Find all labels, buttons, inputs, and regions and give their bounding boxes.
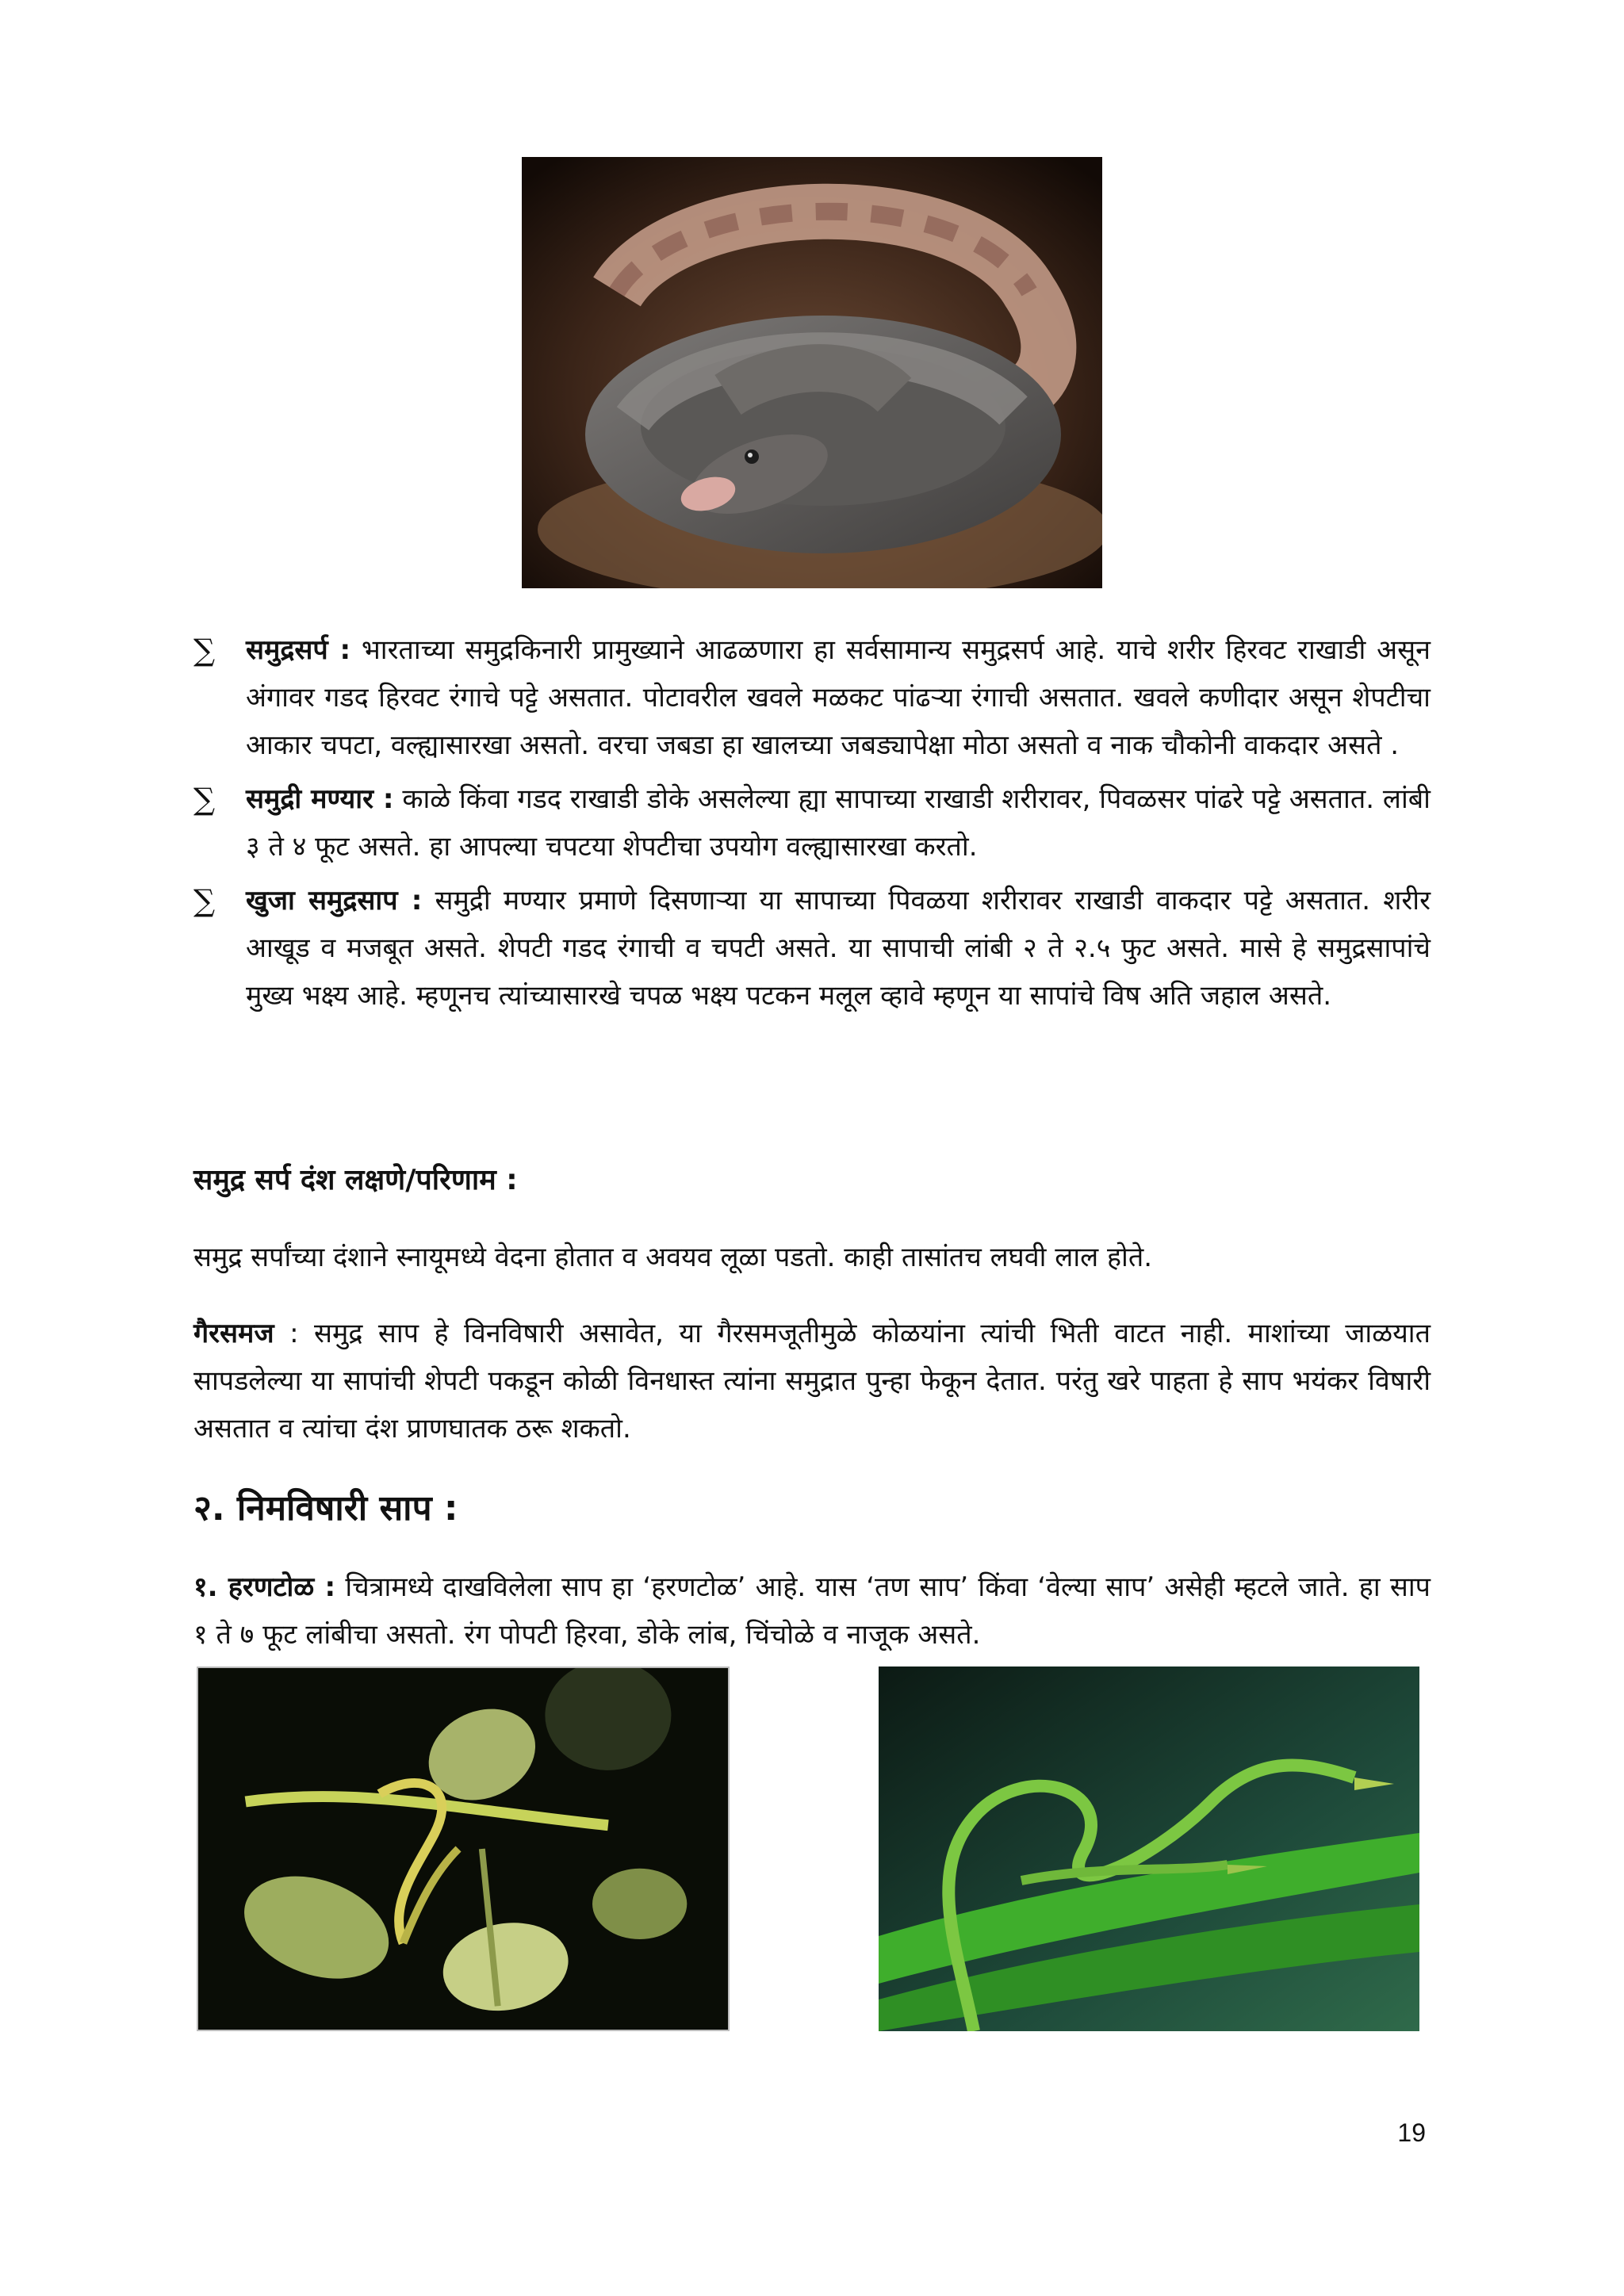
bite-symptoms-heading: समुद्र सर्प दंश लक्षणे/परिणाम :: [193, 1164, 518, 1196]
list-item: [193, 626, 1431, 769]
misconception-title: गैरसमज: [193, 1318, 274, 1349]
item-text: समुद्री मण्यार प्रमाणे दिसणाऱ्या या सापाच्या पिवळया शरीरावर राखाडी वाकदार पट्टे असतात. शरीर आखूड व मजबूत असते. शेपटी गडद रंगाची व चपटी असते. या सापाची लांबी २ ते २.५ फुट असते. मासे हे समुद्रसापांचे मुख्य भक्ष्य आहे. म्हणूनच त्यांच्यासारखे चपळ भक्ष्य पटकन मलूल व्हावे म्हणून या सापांचे विष अति जहाल असते.: [246, 885, 1431, 1012]
green-vine-snake-photo: [879, 1667, 1419, 2031]
list-item: [193, 877, 1431, 1020]
section-heading: २. निमविषारी साप :: [193, 1488, 458, 1529]
item-title: समुद्री मण्यार :: [246, 783, 394, 815]
bite-symptoms-text: समुद्र सर्पांच्या दंशाने स्नायूमध्ये वेदना होतात व अवयव लूळा पडतो. काही तासांतच लघवी लाल होते.: [193, 1242, 1153, 1273]
vine-snake-paragraph: [193, 1563, 1431, 1659]
misconception-paragraph: [193, 1310, 1431, 1452]
sum-bullet-icon: ∑: [193, 883, 216, 918]
misconception-text: : समुद्र साप हे विनविषारी असावेत, या गैरसमजूतीमुळे कोळयांना त्यांची भिती वाटत नाही. माशांच्या जाळयात सापडलेल्या या सापांची शेपटी पकडून कोळी विनधास्त त्यांना समुद्रात पुन्हा फेकून देतात. परंतु खरे पाहता हे साप भयंकर विषारी असतात व त्यांचा दंश प्राणघातक ठरू शकतो.: [193, 1318, 1431, 1445]
sum-bullet-icon: ∑: [193, 633, 216, 668]
list-item: [193, 775, 1431, 871]
page-number: 19: [1397, 2118, 1426, 2147]
item-title: खुजा समुद्रसाप :: [246, 885, 423, 916]
item-text: भारताच्या समुद्रकिनारी प्रामुख्याने आढळणारा हा सर्वसामान्य समुद्रसर्प आहे. याचे शरीर हिरवट राखाडी असून अंगावर गडद हिरवट रंगाचे पट्टे असतात. पोटावरील खवले मळकट पांढऱ्या रंगाची असतात. खवले कणीदार असून शेपटीचा आकार चपटा, वल्ह्यासारखा असतो. वरचा जबडा हा खालच्या जबड्यापेक्षा मोठा असतो व नाक चौकोनी वाकदार असते .: [246, 634, 1431, 761]
item-title: समुद्रसर्प :: [246, 634, 351, 666]
item-text: काळे किंवा गडद राखाडी डोके असलेल्या ह्या सापाच्या राखाडी शरीरावर, पिवळसर पांढरे पट्टे असतात. लांबी ३ ते ४ फूट असते. हा आपल्या चपटया शेपटीचा उपयोग वल्ह्यासारखा करतो.: [246, 783, 1431, 863]
vine-snake-title: १. हरणटोळ :: [193, 1571, 336, 1603]
sea-snake-photo: [522, 157, 1102, 588]
vine-snake-text: चित्रामध्ये दाखविलेला साप हा ‘हरणटोळ’ आहे. यास ‘तण साप’ किंवा ‘वेल्या साप’ असेही म्हटले जाते. हा साप १ ते ७ फूट लांबीचा असतो. रंग पोपटी हिरवा, डोके लांब, चिंचोळे व नाजूक असते.: [193, 1571, 1431, 1651]
sea-snake-list: [193, 626, 1431, 1026]
sum-bullet-icon: ∑: [193, 782, 216, 817]
vine-snake-night-photo: [197, 1667, 730, 2031]
